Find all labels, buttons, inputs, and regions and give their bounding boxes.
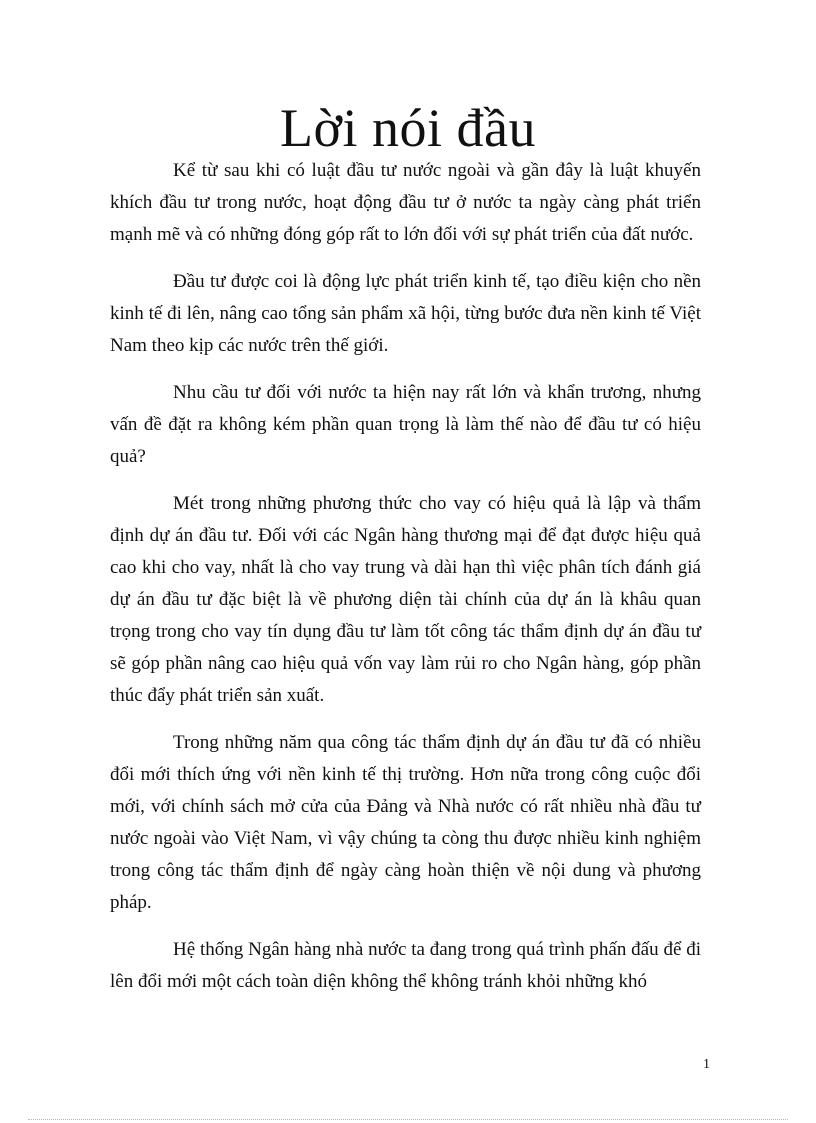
- paragraph-1: Kể từ sau khi có luật đầu tư nước ngoài và gần đây là luật khuyến khích đầu tư trong nước, hoạt động đầu tư ở nước ta ngày càng phát triển mạnh mẽ và có những đóng góp rất to lớn đối với sự phát triển của đất nước.: [110, 160, 701, 245]
- paragraph-3: Nhu cầu tư đối với nước ta hiện nay rất lớn và khẩn trương, nhưng vấn đề đặt ra không kém phần quan trọng là làm thế nào để đầu tư có hiệu quả?: [110, 382, 701, 467]
- paragraph-2: Đầu tư được coi là động lực phát triển kinh tế, tạo điều kiện cho nền kinh tế đi lên, nâng cao tổng sản phẩm xã hội, từng bước đưa nền kinh tế Việt Nam theo kịp các nước trên thế giới.: [110, 271, 701, 356]
- document-body: [110, 155, 701, 998]
- page-title: Lời nói đầu: [279, 98, 536, 158]
- paragraph-6: Hệ thống Ngân hàng nhà nước ta đang trong quá trình phấn đấu để đi lên đổi mới một cách toàn diện không thể không tránh khỏi những khó: [110, 939, 701, 992]
- paragraph-4: Mét trong những phương thức cho vay có hiệu quả là lập và thẩm định dự án đầu tư. Đối với các Ngân hàng thương mại để đạt được hiệu quả cao khi cho vay, nhất là cho vay trung và dài hạn thì việc phân tích đánh giá dự án đầu tư đặc biệt là về phương diện tài chính của dự án là khâu quan trọng trong cho vay tín dụng đầu tư làm tốt công tác thẩm định dự án đầu tư sẽ góp phần nâng cao hiệu quả vốn vay làm rủi ro cho Ngân hàng, góp phần thúc đẩy phát triển sản xuất.: [110, 493, 701, 706]
- page-bottom-divider: [28, 1119, 788, 1120]
- page-number: 1: [703, 1057, 710, 1072]
- paragraph-5: Trong những năm qua công tác thẩm định dự án đầu tư đã có nhiều đổi mới thích ứng với nền kinh tế thị trường. Hơn nữa trong công cuộc đổi mới, với chính sách mở cửa của Đảng và Nhà nước có rất nhiều nhà đầu tư nước ngoài vào Việt Nam, vì vậy chúng ta còng thu được nhiều kinh nghiệm trong công tác thẩm định để ngày càng hoàn thiện về nội dung và phương pháp.: [110, 732, 701, 913]
